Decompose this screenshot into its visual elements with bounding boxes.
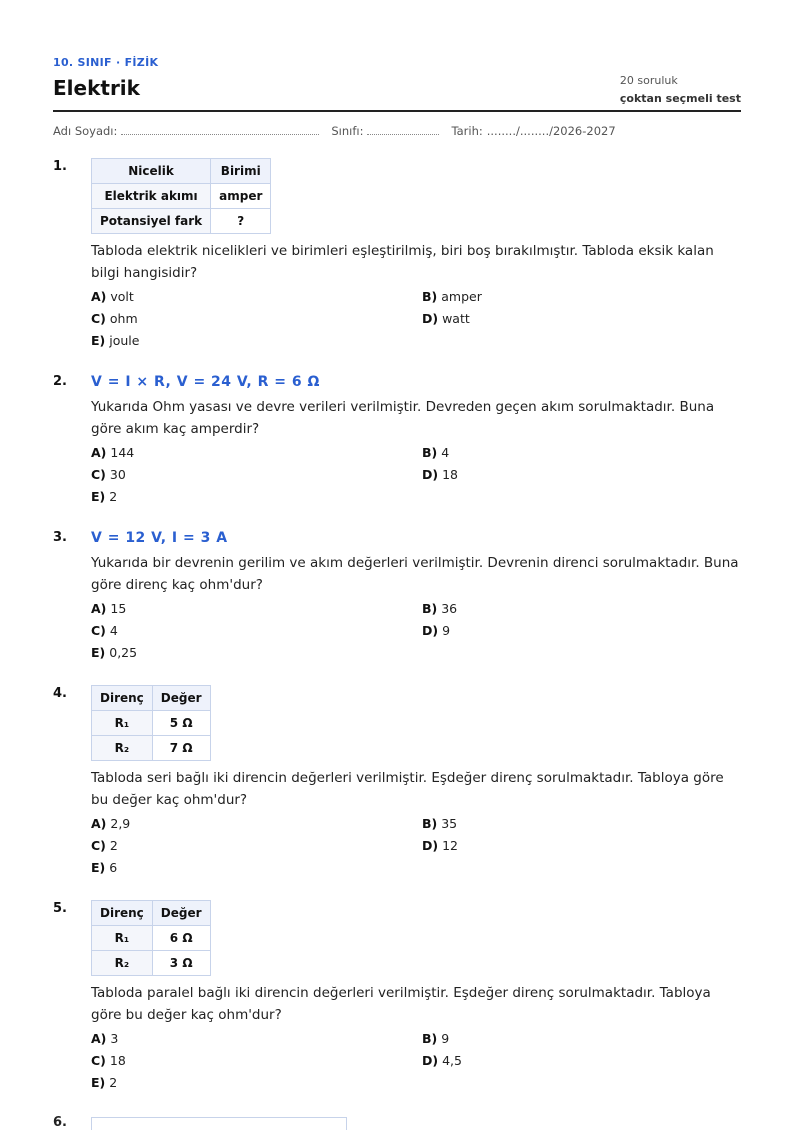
option-key: A) — [91, 601, 107, 616]
answer-option[interactable] — [91, 464, 422, 486]
option-value: 0,25 — [109, 645, 138, 660]
table-header: Direnç — [92, 686, 153, 711]
answer-option[interactable] — [91, 330, 422, 352]
answer-option[interactable] — [91, 620, 422, 642]
page-title: Elektrik — [53, 76, 140, 100]
question-count: 20 soruluk — [619, 74, 678, 87]
table-cell: Elektrik akımı — [92, 184, 211, 209]
option-value: 36 — [441, 601, 458, 616]
option-value: watt — [442, 311, 470, 326]
table-header: Değer — [152, 686, 210, 711]
option-key: A) — [91, 816, 107, 831]
question-table-partial — [91, 1117, 347, 1130]
option-value: volt — [110, 289, 134, 304]
answer-options — [91, 1028, 741, 1094]
name-field[interactable] — [121, 124, 319, 135]
answer-option[interactable] — [422, 813, 722, 835]
answer-option[interactable] — [422, 835, 722, 857]
date-field[interactable]: ......../......../2026-2027 — [486, 124, 616, 138]
option-key: B) — [422, 445, 438, 460]
answer-option[interactable] — [91, 835, 422, 857]
table-row — [92, 926, 211, 951]
option-key: C) — [91, 467, 106, 482]
option-key: D) — [422, 311, 439, 326]
option-value: joule — [109, 333, 140, 348]
table-row — [92, 711, 211, 736]
question-4 — [53, 685, 741, 879]
table-cell: amper — [211, 184, 271, 209]
option-key: B) — [422, 1031, 438, 1046]
question-1 — [53, 158, 741, 352]
table-cell: 7 Ω — [152, 736, 210, 761]
option-value: 2 — [109, 1075, 118, 1090]
answer-option[interactable] — [91, 1028, 422, 1050]
answer-options — [91, 813, 741, 879]
option-key: B) — [422, 816, 438, 831]
table-cell: R₂ — [92, 736, 153, 761]
option-value: 6 — [109, 860, 118, 875]
name-label: Adı Soyadı: — [53, 124, 118, 138]
option-key: D) — [422, 838, 439, 853]
option-value: 2,9 — [110, 816, 131, 831]
answer-option[interactable] — [91, 308, 422, 330]
table-cell: ? — [211, 209, 271, 234]
option-key: A) — [91, 1031, 107, 1046]
table-row — [92, 951, 211, 976]
table-cell: Potansiyel fark — [92, 209, 211, 234]
answer-option[interactable] — [91, 598, 422, 620]
option-value: 15 — [110, 601, 127, 616]
question-number: 3. — [53, 530, 67, 545]
answer-option[interactable] — [422, 308, 722, 330]
answer-option[interactable] — [91, 442, 422, 464]
option-value: 18 — [442, 467, 458, 482]
option-value: 2 — [109, 489, 118, 504]
option-key: C) — [91, 311, 106, 326]
option-key: C) — [91, 838, 106, 853]
option-key: B) — [422, 289, 438, 304]
question-text: Yukarıda bir devrenin gerilim ve akım değerleri verilmiştir. Devrenin direnci sorulmaktadır. Buna göre direnç kaç ohm'dur? — [91, 555, 739, 593]
table-cell: 3 Ω — [152, 951, 210, 976]
answer-options — [91, 442, 741, 508]
table-row — [92, 736, 211, 761]
option-key: E) — [91, 860, 106, 875]
question-text: Tabloda seri bağlı iki direncin değerleri verilmiştir. Eşdeğer direnç sorulmaktadır. Tabloya göre bu değer kaç ohm'dur? — [91, 770, 724, 808]
table-header: Direnç — [92, 901, 153, 926]
question-number-partial: 6. — [53, 1115, 67, 1130]
option-value: 30 — [109, 467, 126, 482]
test-kind: çoktan seçmeli test — [619, 92, 741, 105]
answer-option[interactable] — [91, 486, 422, 508]
question-2 — [53, 373, 741, 508]
option-value: 3 — [110, 1031, 119, 1046]
table-cell: 6 Ω — [152, 926, 210, 951]
answer-option[interactable] — [91, 1050, 422, 1072]
option-value: amper — [441, 289, 482, 304]
question-text: Tabloda paralel bağlı iki direncin değerleri verilmiştir. Eşdeğer direnç sorulmaktadır. Tabloya göre bu değer kaç ohm'dur? — [91, 985, 711, 1023]
question-table — [91, 685, 211, 761]
table-row — [92, 209, 271, 234]
option-key: A) — [91, 445, 107, 460]
question-formula: V = 12 V, I = 3 A — [91, 530, 228, 546]
answer-option[interactable] — [91, 857, 422, 879]
date-label: Tarih: — [451, 124, 483, 138]
answer-option[interactable] — [422, 620, 722, 642]
answer-option[interactable] — [91, 642, 422, 664]
option-key: C) — [91, 1053, 106, 1068]
option-key: E) — [91, 1075, 106, 1090]
answer-option[interactable] — [91, 813, 422, 835]
option-value: 12 — [442, 838, 458, 853]
class-field[interactable] — [367, 124, 439, 135]
option-value: 4,5 — [442, 1053, 462, 1068]
table-header: Nicelik — [92, 159, 211, 184]
table-cell: R₁ — [92, 926, 153, 951]
table-cell: R₁ — [92, 711, 153, 736]
option-key: D) — [422, 467, 439, 482]
option-key: E) — [91, 489, 106, 504]
answer-option[interactable] — [422, 286, 722, 308]
option-key: C) — [91, 623, 106, 638]
answer-option[interactable] — [422, 464, 722, 486]
question-3 — [53, 529, 741, 664]
question-list — [53, 158, 741, 1094]
option-value: ohm — [109, 311, 138, 326]
option-value: 9 — [441, 1031, 450, 1046]
class-label: Sınıfı: — [331, 124, 364, 138]
option-key: D) — [422, 623, 439, 638]
answer-option[interactable] — [422, 1050, 722, 1072]
option-value: 144 — [110, 445, 135, 460]
answer-option[interactable] — [422, 598, 722, 620]
option-value: 18 — [109, 1053, 126, 1068]
table-row — [92, 184, 271, 209]
question-table — [91, 158, 271, 234]
option-value: 4 — [109, 623, 118, 638]
test-header — [53, 56, 741, 112]
question-5 — [53, 900, 741, 1094]
answer-option[interactable] — [422, 442, 722, 464]
option-value: 9 — [442, 623, 451, 638]
option-key: E) — [91, 645, 106, 660]
option-key: B) — [422, 601, 438, 616]
student-info-line — [53, 124, 741, 138]
table-header: Birimi — [211, 159, 271, 184]
option-key: E) — [91, 333, 106, 348]
option-value: 2 — [109, 838, 118, 853]
question-text: Tabloda elektrik nicelikleri ve birimleri eşleştirilmiş, biri boş bırakılmıştır. Tabloda eksik kalan bilgi hangisidir? — [91, 243, 714, 281]
option-key: A) — [91, 289, 107, 304]
question-number: 1. — [53, 159, 67, 174]
question-formula: V = I × R, V = 24 V, R = 6 Ω — [91, 374, 320, 390]
answer-option[interactable] — [91, 1072, 422, 1094]
question-text: Yukarıda Ohm yasası ve devre verileri verilmiştir. Devreden geçen akım sorulmaktadır. Buna göre akım kaç amperdir? — [91, 399, 715, 437]
question-table — [91, 900, 211, 976]
answer-options — [91, 598, 741, 664]
answer-option[interactable] — [91, 286, 422, 308]
question-number: 5. — [53, 901, 67, 916]
question-number: 2. — [53, 374, 67, 389]
table-cell: R₂ — [92, 951, 153, 976]
table-cell: 5 Ω — [152, 711, 210, 736]
question-number: 4. — [53, 686, 67, 701]
grade-subject-label: 10. SINIF · FİZİK — [53, 56, 159, 69]
table-header: Değer — [152, 901, 210, 926]
answer-option[interactable] — [422, 1028, 722, 1050]
option-value: 35 — [441, 816, 458, 831]
test-meta — [620, 72, 741, 108]
option-key: D) — [422, 1053, 439, 1068]
answer-options — [91, 286, 741, 352]
option-value: 4 — [441, 445, 450, 460]
